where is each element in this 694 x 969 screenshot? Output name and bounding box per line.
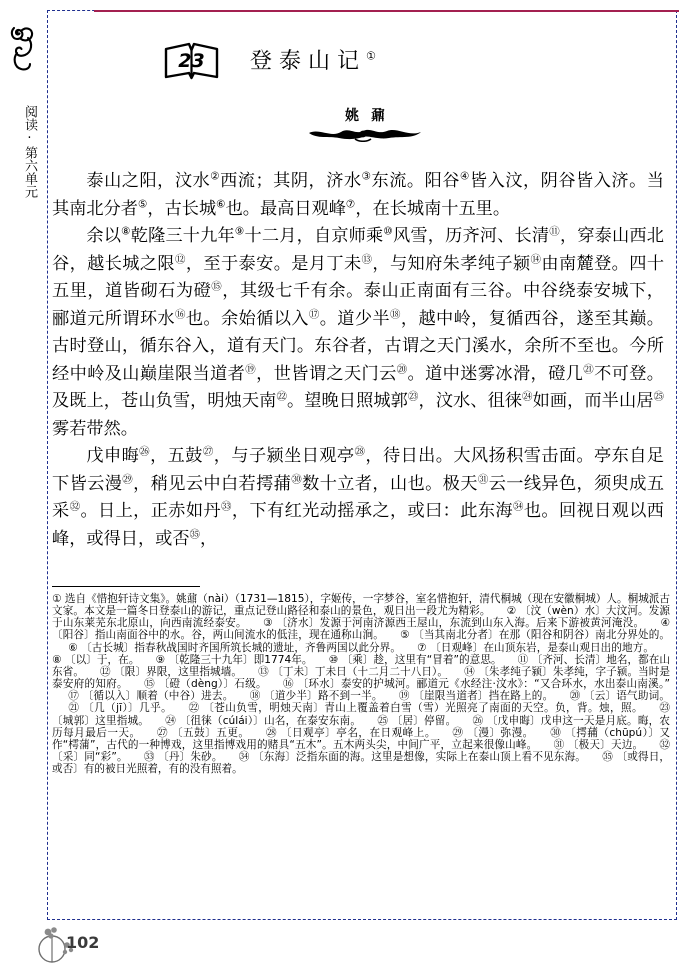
body-text <box>52 168 664 553</box>
footnote-mark: ② <box>506 605 520 618</box>
footnote-item <box>68 702 172 714</box>
footnote-mark: ⑪ <box>517 653 532 666</box>
footnote-item <box>258 666 448 678</box>
page-title-note-mark: ① <box>366 49 376 63</box>
footnote-text: 〔漫〕弥漫。 <box>467 726 534 739</box>
footnote-mark: ㉕ <box>377 714 392 727</box>
footnote-text: 〔济水〕发源于河南济源西王屋山，东流到山东入海。后来下游被黄河淹没。 <box>276 617 645 630</box>
footnote-text: 〔几（jī）〕几乎。 <box>83 702 173 715</box>
footnote-text: 〔居〕停留。 <box>391 714 457 727</box>
footnote-mark: ⑯ <box>282 678 298 691</box>
body-paragraph: 余以⑧乾隆三十九年⑨十二月，自京师乘⑩风雪，历齐河、长清⑪，穿泰山西北谷，越长城之限⑫，至于泰安。是月丁未⑬，与知府朱孝纯子颍⑭由南麓登。四十五里，道皆砌石为磴⑮，其级七千有余。泰山正南面有三谷。中谷绕泰安城下，郦道元所谓环水⑯也。余始循以入⑰。道少半⑱，越中岭，复循西谷，遂至其巅。古时登山，循东谷入，道有天门。东谷者，古谓之天门溪水，余所不至也。今所经中岭及山巅崖限当道者⑲，世皆谓之天门云⑳。道中迷雾冰滑，磴几$^㉑$不可登。及既上，苍山负雪，明烛天南$^㉒$。望晚日照城郭$^㉓$，汶水、徂徕$^㉔$如画，而半山居$^㉕$雾若带然。 <box>52 225 665 439</box>
footnote-mark: ⑱ <box>249 690 265 703</box>
footnote-mark: ⑮ <box>143 678 159 691</box>
footnote-mark: ㉚ <box>549 726 566 739</box>
footnote-mark: ㉓ <box>659 702 671 715</box>
footnote-mark: ㉔ <box>165 714 180 727</box>
footnote-item <box>52 654 139 666</box>
footnote-item <box>100 666 242 678</box>
footnote-text: 选自《惜抱轩诗文集》。姚鼐（nài）（1731—1815），字姬传，一字梦谷，室名惜抱轩，清代桐城（现在安徽桐城）人。桐城派古文家。本文是一篇冬日登泰山的游记，重点记登山路径和泰山的景色，观日出一段尤为精彩。 <box>52 593 670 618</box>
footnote-mark: ㉙ <box>451 726 468 739</box>
footnotes <box>52 593 670 775</box>
page-title <box>250 44 580 75</box>
footnote-item <box>399 690 554 702</box>
footnote-item <box>400 629 670 641</box>
footnote-text: 〔崖限当道者〕挡在路上的。 <box>413 690 554 703</box>
open-book-icon <box>163 40 220 82</box>
footnote-item <box>144 678 267 690</box>
footnote-text: 〔朱孝纯子颍〕朱孝纯，字子颍。当时是泰安府的知府。 <box>52 665 671 691</box>
footnote-item <box>68 690 234 702</box>
footnote-text: 〔苍山负雪，明烛天南〕青山上覆盖着白雪（雪）光照亮了南面的天空。负，背。烛，照。 <box>203 702 644 715</box>
footnote-mark: ⑲ <box>398 690 414 703</box>
footnote-text: 〔循以入〕顺着（中谷）进去。 <box>82 690 234 703</box>
footnote-mark: ㉝ <box>143 751 159 764</box>
footnote-item <box>155 654 312 666</box>
footnote-text: 〔丹〕朱砂。 <box>158 751 223 764</box>
footnote-item <box>250 690 383 702</box>
body-paragraph: 泰山之阳，汶水②西流；其阴，济水③东流。阳谷④皆入汶，阴谷皆入济。当其南北分者⑤，古长城⑥也。最高日观峰⑦，在长城南十五里。 <box>52 170 664 219</box>
footnote-mark: ㉖ <box>472 714 487 727</box>
footnote-item <box>417 642 654 654</box>
footnote-text: 〔徂徕（cúlái）〕山名，在泰安东南。 <box>179 714 362 727</box>
footnote-text: 〔五鼓〕五更。 <box>171 726 250 739</box>
footnote-mark: ㉜ <box>659 738 670 751</box>
footnote-item <box>263 617 645 629</box>
footnote-item <box>377 715 456 727</box>
body-paragraph: 戊申晦$^㉖$，五鼓$^㉗$，与子颍坐日观亭$^㉘$，待日出。大风扬积雪击面。亭东自足下皆云漫$^㉙$，稍见云中白若摴蒱$^㉚$数十立者，山也。极天$^㉛$云一线异色，须臾成五采$^㉜$。日上，正赤如丹$^㉝$，下有红光动摇承之，或曰：此东海$^㉞$也。回视日观以西峰，或得日，或否$^㉟$， <box>52 445 665 549</box>
footnote-text: 〔道少半〕路不到一半。 <box>264 690 383 703</box>
footnote-text: 〔汶（wèn）水〕大汶河。发源于山东莱芜东北原山，向西南流经泰安。 <box>52 605 671 630</box>
footnote-mark: ⑧ <box>52 653 65 666</box>
footnote-item <box>283 678 670 690</box>
footnote-text: 〔极天〕天边。 <box>567 738 644 751</box>
ribbon-flourish-icon <box>290 126 440 146</box>
footnote-text: 〔摴蒱（chūpú）〕又作“樗蒲”，古代的一种博戏，这里指博戏用的赌具“五木”。五木两头尖，中间广平，立起来很像山峰。 <box>52 726 671 751</box>
footnote-item <box>157 727 250 739</box>
footnote-mark: ⑭ <box>464 665 479 678</box>
footnote-text: 〔城郭〕这里指城。 <box>52 714 150 727</box>
footnote-mark: ㉛ <box>553 738 568 751</box>
notes-divider <box>52 586 200 587</box>
footnote-mark: ⑨ <box>155 653 169 666</box>
footnote-text: 〔磴（dèng）〕石级。 <box>158 678 267 691</box>
footnote-mark: ④ <box>660 617 671 630</box>
footnote-text: 〔戊申晦〕戊申这一天是月底。晦，农历每月最后一天。 <box>52 714 671 739</box>
author-name: 姚鼐 <box>345 108 397 124</box>
footnote-text: 〔或得日，或否〕有的被日光照着，有的没有照着。 <box>52 751 671 776</box>
footnote-mark: ⑰ <box>68 690 83 703</box>
footnote-item <box>68 642 401 654</box>
footnote-text: 〔限〕界限，这里指城墙。 <box>114 665 243 678</box>
footnote-item <box>329 654 502 666</box>
footnote-text: 〔采〕同“彩”。 <box>52 751 128 764</box>
footnote-mark: ⑤ <box>399 629 414 642</box>
author-block <box>290 105 440 146</box>
footnote-text: 〔云〕语气助词。 <box>583 690 670 703</box>
footnote-mark: ㉗ <box>156 726 172 739</box>
footnote-mark: ⑬ <box>258 665 273 678</box>
footnote-mark: ① <box>52 593 65 605</box>
footnote-text: 〔日观峰〕在山顶东岩，是泰山观日出的地方。 <box>430 641 654 654</box>
footnote-mark: ⑫ <box>99 665 115 678</box>
footnote-text: 〔齐河、长清〕地名，都在山东省。 <box>52 653 671 678</box>
footnote-mark: ㉘ <box>265 726 281 739</box>
footnote-text: 〔乘〕趁，这里有“冒着”的意思。 <box>341 653 502 666</box>
footnote-mark: ③ <box>262 617 277 630</box>
scroll-flourish-icon <box>8 22 38 74</box>
footnote-item <box>144 751 223 763</box>
footnote-mark: ⑩ <box>328 653 342 666</box>
footnote-mark: ⑥ <box>68 641 82 654</box>
footnote-item <box>452 727 534 739</box>
footnote-item <box>265 727 435 739</box>
lesson-number-text: 23 <box>178 50 205 72</box>
footnote-text: 〔环水〕泰安的护城河。郦道元《水经注·汶水》：“又合环水，水出泰山南溪。” <box>297 678 670 691</box>
page-title-text: 登泰山记 <box>250 49 367 74</box>
footnote-item <box>188 702 643 714</box>
footnote-mark: ㉟ <box>602 751 617 764</box>
footnote-mark: ⑦ <box>416 641 431 654</box>
top-accent-rule <box>94 10 679 12</box>
footnote-mark: ㉞ <box>238 751 254 764</box>
footnote-text: 〔当其南北分者〕在那（阳谷和阴谷）南北分界处的。 <box>413 629 670 642</box>
sidebar-unit-label: 阅读·第六单元 <box>22 105 37 198</box>
footnote-text: 〔乾隆三十九年〕即1774年。 <box>168 653 313 666</box>
footnote-item <box>553 739 643 751</box>
footnote-item <box>239 751 586 763</box>
footnote-text: 〔日观亭〕亭名，在日观峰上。 <box>280 726 436 739</box>
sidebar <box>0 0 47 962</box>
footnote-text: 〔阳谷〕指山南面谷中的水。谷，两山间流水的低洼，现在通称山涧。 <box>52 629 384 642</box>
page-number: 102 <box>66 933 100 952</box>
footnote-text: 〔古长城〕指春秋战国时齐国所筑长城的遗址，齐鲁两国以此分界。 <box>81 641 401 654</box>
footnote-item <box>165 715 361 727</box>
page-footer <box>30 925 150 961</box>
footnote-text: 〔丁未〕丁未日（十二月二十八日）。 <box>272 665 449 678</box>
footnote-mark: ㉒ <box>188 702 204 715</box>
footnote-mark: ㉑ <box>68 702 84 715</box>
footnote-mark: ⑳ <box>569 690 584 703</box>
footnote-text: 〔以〕于，在。 <box>64 653 140 666</box>
footnote-text: 〔东海〕泛指东面的海。这里是想像，实际上在泰山顶上看不见东海。 <box>253 751 587 764</box>
footnote-item <box>569 690 670 702</box>
